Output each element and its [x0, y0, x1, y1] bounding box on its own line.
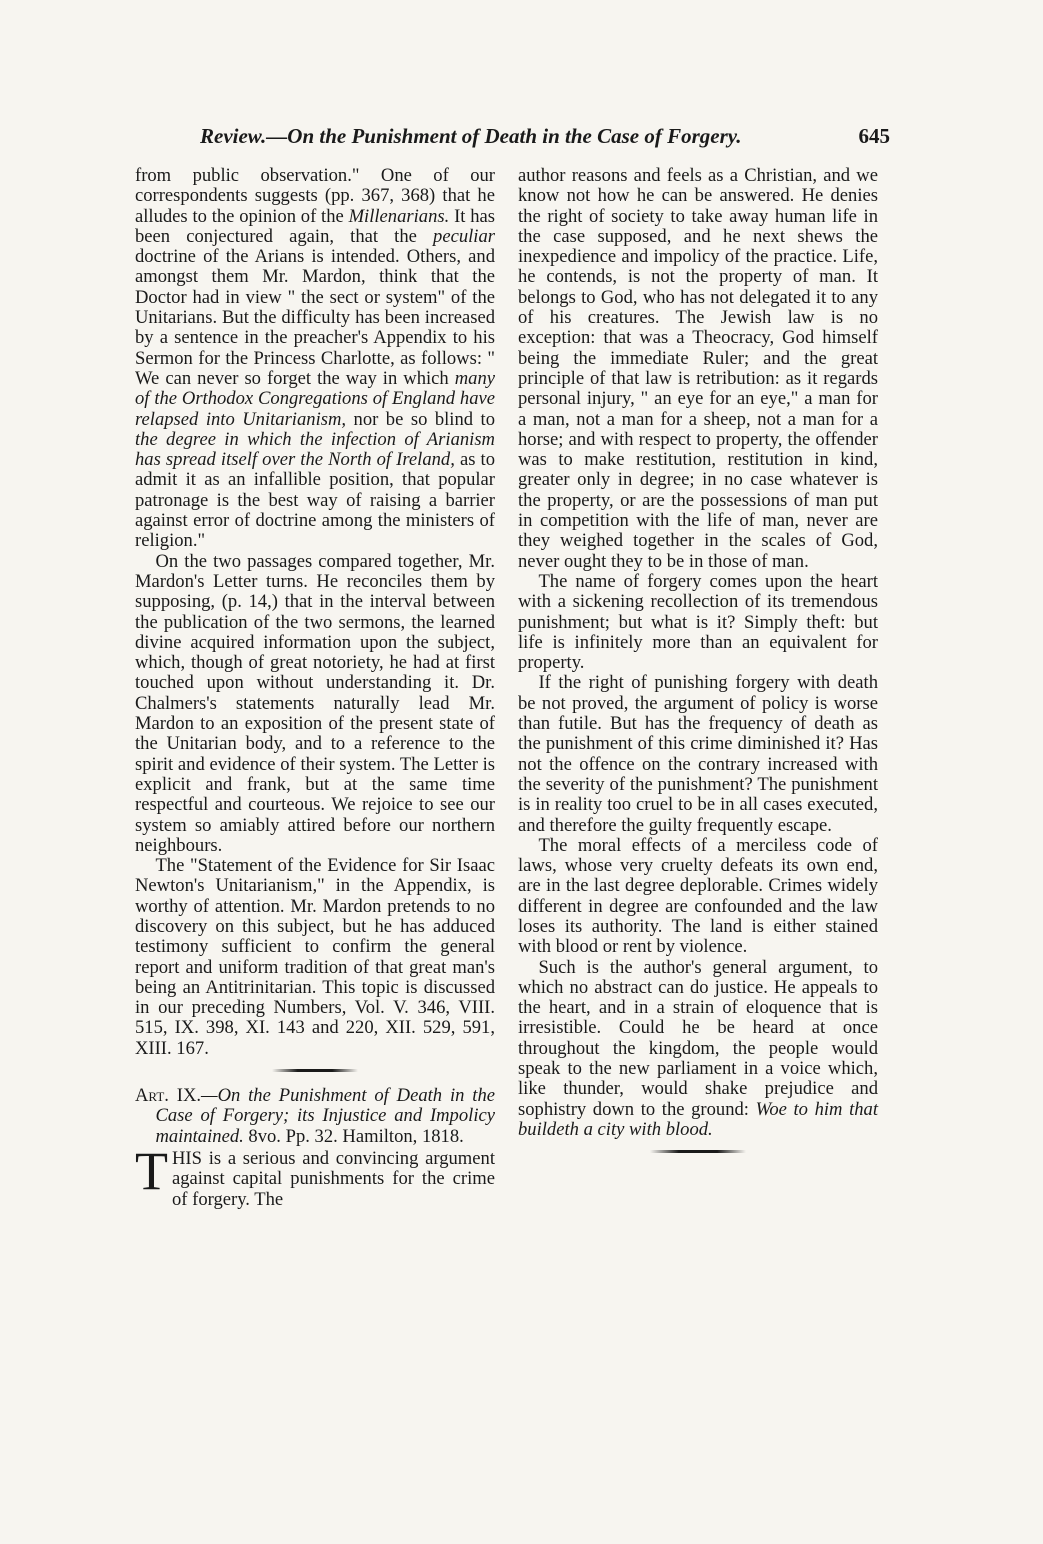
left-paragraph-1: from public observation." One of our correspondents suggests (pp. 367, 368) that he alludes to the opinion of the Millenarians. It has been conjectured again, that the peculiar doctrine of the Arians is intended. Others, and amongst them Mr. Mardon, think that the Doctor had in view " the sect or system" of the Unitarians. But the difficulty has been increased by a sentence in the preacher's Appendix to his Sermon for the Princess Charlotte, as follows: " We can never so forget the way in which many of the Orthodox Congregations of England have relapsed into Unitarianism, nor be so blind to the degree in which the infection of Arianism has spread itself over the North of Ireland, as to admit it as an infallible position, that popular patronage is the best way of raising a barrier against error of doctrine among the ministers of religion." [135, 165, 495, 552]
running-title: Review.—On the Punishment of Death in the Case of Forgery. [200, 124, 742, 148]
right-paragraph-5: Such is the author's general argument, to which no abstract can do justice. He appeals to the heart, and in a strain of eloquence that is irresistible. Could he be heard at once throughout the kingdom, the people would speak to the new parliament in a voice which, like thunder, would shake prejudice and sophistry down to the ground: Woe to him that buildeth a city with blood. [518, 956, 878, 1140]
right-column [518, 166, 878, 1161]
end-divider [650, 1150, 746, 1153]
right-paragraph-2: The name of forgery comes upon the heart with a sickening recollection of its tremendous punishment; but what is it? Simply theft: but life is infinitely more than an equivalent for property. [518, 570, 878, 674]
page-number: 645 [858, 124, 890, 148]
left-paragraph-2: On the two passages compared together, Mr. Mardon's Letter turns. He reconciles them by supposing, (p. 14,) that in the interval between the publication of the two sermons, the learned divine acquired information upon the subject, which, though of great notoriety, he had at first touched upon without understanding it. Dr. Chalmers's statements naturally lead Mr. Mardon to an exposition of the present state of the Unitarian body, and to a reference to the spirit and evidence of their system. The Letter is explicit and frank, but at the same time respectful and courteous. We rejoice to see our system so amiably attired before our northern neighbours. [135, 550, 495, 856]
article-heading: Art. IX.—On the Punishment of Death in the Case of Forgery; its Injustice and Impolicy maintained. 8vo. Pp. 32. Hamilton, 1818. [135, 1085, 495, 1147]
left-column [135, 166, 495, 1210]
section-divider [272, 1069, 358, 1072]
right-paragraph-1: author reasons and feels as a Christian, and we know not how he can be answered. He denies the right of society to take away human life in the case supposed, and he next shews the inexpedience and impolicy of the practice. Life, he contends, is not the property of man. It belongs to God, who has not delegated it to any of his creatures. The Jewish law is no exception: that was a Theocracy, God himself being the immediate Ruler; and the great principle of that law is retribution: as it regards personal injury, " an eye for an eye," a man for a man, not a man for a sheep, not a man for a horse; and with respect to property, the offender was to make restitution, restitution in kind, greater only in degree; in no case whatever is the property, or are the possessions of man put in competition with the life of man, never are they weighed together in the scales of God, never ought they to be in those of man. [518, 165, 878, 572]
article-opening: THIS is a serious and convincing argument against capital punishments for the crime of forgery. The [135, 1140, 495, 1210]
running-header [200, 124, 890, 149]
right-paragraph-4: The moral effects of a merciless code of laws, whose very cruelty defeats its own end, are in the last degree deplorable. Crimes widely different in degree are confounded and the law loses its authority. The land is either stained with blood or rent by violence. [518, 834, 878, 958]
left-paragraph-3: The "Statement of the Evidence for Sir Isaac Newton's Unitarianism," in the Appendix, is worthy of attention. Mr. Mardon pretends to no discovery on this subject, but he has adduced testimony sufficient to confirm the general report and uniform tradition of that great man's being an Antitrinitarian. This topic is discussed in our preceding Numbers, Vol. V. 346, VIII. 515, IX. 398, XI. 143 and 220, XII. 529, 591, XIII. 167. [135, 855, 495, 1059]
drop-cap: T [135, 1140, 168, 1201]
right-paragraph-3: If the right of punishing forgery with death be not proved, the argument of policy is worse than futile. But has the frequency of death as the punishment of this crime diminished it? Has not the offence on the contrary increased with the severity of the punishment? The punishment is in reality too cruel to be in all cases executed, and therefore the guilty frequently escape. [518, 672, 878, 836]
